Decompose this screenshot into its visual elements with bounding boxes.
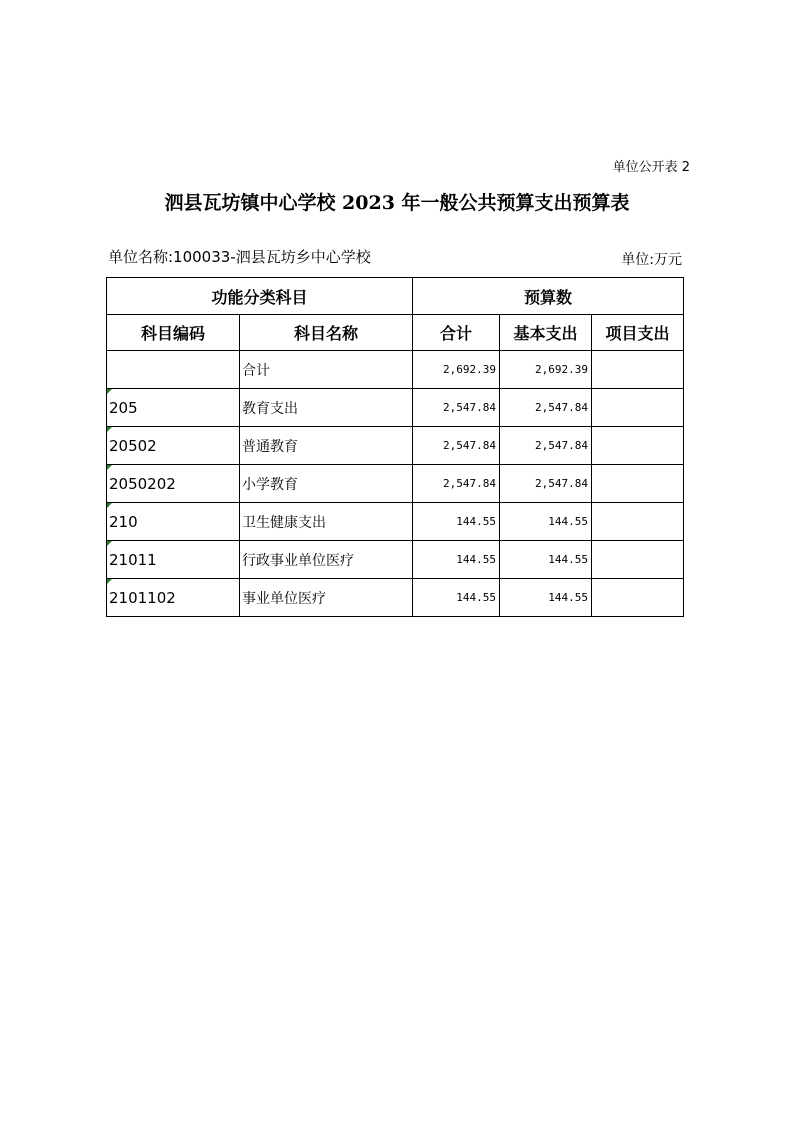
table-row: [107, 465, 684, 503]
basic-cell: 144.55: [500, 579, 592, 617]
project-cell: [592, 579, 684, 617]
name-cell: 行政事业单位医疗: [240, 541, 413, 579]
table-row: [107, 389, 684, 427]
classification-group-header: 功能分类科目: [107, 278, 413, 315]
basic-cell: 2,547.84: [500, 427, 592, 465]
code-cell: 205: [107, 389, 240, 427]
table-row: [107, 579, 684, 617]
table-row: [107, 351, 684, 389]
budget-table: [106, 277, 684, 617]
name-cell: 普通教育: [240, 427, 413, 465]
table-row: [107, 427, 684, 465]
code-cell: 210: [107, 503, 240, 541]
total-cell: 144.55: [413, 541, 500, 579]
code-column-header: 科目编码: [107, 315, 240, 351]
table-row: [107, 503, 684, 541]
project-cell: [592, 351, 684, 389]
basic-cell: 144.55: [500, 541, 592, 579]
basic-cell: 144.55: [500, 503, 592, 541]
form-number: 单位公开表 2: [612, 160, 690, 175]
basic-cell: 2,692.39: [500, 351, 592, 389]
total-cell: 2,547.84: [413, 389, 500, 427]
unit-name: 单位名称:100033-泗县瓦坊乡中心学校: [108, 248, 371, 266]
total-cell: 2,692.39: [413, 351, 500, 389]
basic-cell: 2,547.84: [500, 465, 592, 503]
project-cell: [592, 427, 684, 465]
currency-unit: 单位:万元: [621, 252, 682, 268]
project-cell: [592, 465, 684, 503]
name-cell: 合计: [240, 351, 413, 389]
budget-group-header: 预算数: [413, 278, 684, 315]
code-cell: 20502: [107, 427, 240, 465]
basic-cell: 2,547.84: [500, 389, 592, 427]
project-column-header: 项目支出: [592, 315, 684, 351]
name-cell: 卫生健康支出: [240, 503, 413, 541]
total-cell: 2,547.84: [413, 465, 500, 503]
total-cell: 2,547.84: [413, 427, 500, 465]
code-cell: 2101102: [107, 579, 240, 617]
total-column-header: 合计: [413, 315, 500, 351]
code-cell: 21011: [107, 541, 240, 579]
table-row: [107, 541, 684, 579]
project-cell: [592, 503, 684, 541]
project-cell: [592, 389, 684, 427]
name-cell: 事业单位医疗: [240, 579, 413, 617]
group-header-row: [107, 278, 684, 315]
page-title: 泗县瓦坊镇中心学校 2023 年一般公共预算支出预算表: [164, 192, 630, 214]
name-column-header: 科目名称: [240, 315, 413, 351]
code-cell: 2050202: [107, 465, 240, 503]
name-cell: 教育支出: [240, 389, 413, 427]
total-cell: 144.55: [413, 579, 500, 617]
total-cell: 144.55: [413, 503, 500, 541]
basic-column-header: 基本支出: [500, 315, 592, 351]
name-cell: 小学教育: [240, 465, 413, 503]
column-header-row: [107, 315, 684, 351]
code-cell: [107, 351, 240, 389]
project-cell: [592, 541, 684, 579]
